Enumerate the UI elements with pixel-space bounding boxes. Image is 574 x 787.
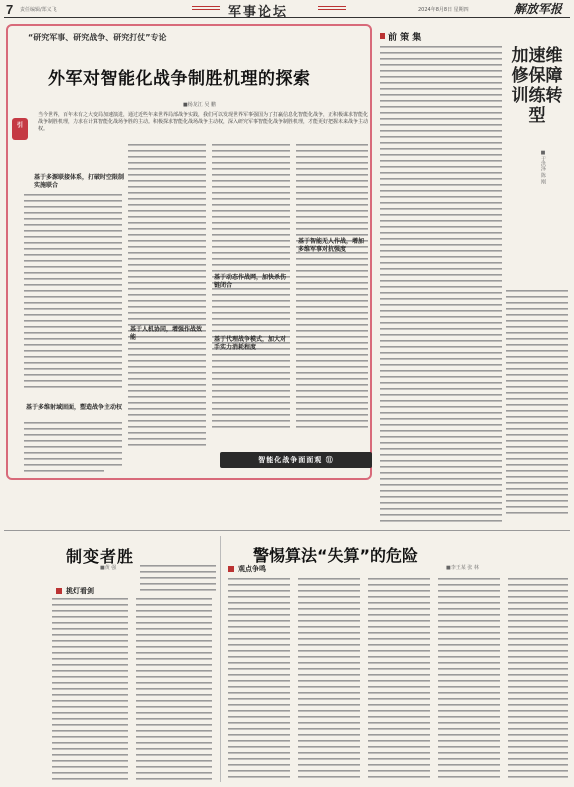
body-text-lines xyxy=(128,144,206,472)
body-column-2 xyxy=(128,144,206,472)
body-text-lines xyxy=(506,290,568,526)
subhead-6: 基于代理战争模式，加大对手实力消耗程度 xyxy=(214,336,287,351)
body-text-lines xyxy=(380,46,502,526)
body-column-1b xyxy=(24,422,122,476)
body-text-lines xyxy=(140,565,216,595)
right-body-2 xyxy=(506,290,568,526)
ornament-left xyxy=(192,6,220,10)
feature-article xyxy=(6,24,372,480)
feature-byline: ■杨龙江 吴 鹏 xyxy=(183,102,216,108)
page-label: 责任编辑/郑义飞 xyxy=(20,7,57,13)
subhead-2: 基于多维射域固面，塑造战争主动权 xyxy=(26,404,123,411)
right-section-label: 前 策 集 xyxy=(388,33,422,43)
lead-paragraph: 当今世界，百年未有之大变局加速演进，通过近些年来世界局部战争实践，我们可以发现世界军事强国为了打赢信息化智能化战争，正积极谋求智能化战争制胜机理，力求在计算智能化战场争胜的主动。积极探求智能化战场战争主动权，深入研究军事智能化战争制胜机理，才能更好把握未来战争主动权。 xyxy=(38,112,369,132)
column-separator xyxy=(220,536,221,782)
bottom-left-body xyxy=(52,598,212,783)
feature-headline: 外军对智能化战争制胜机理的探索 xyxy=(48,69,311,89)
section-divider xyxy=(4,530,570,531)
bottom-right-label: 观点争鸣 xyxy=(238,565,266,573)
label-marker-icon xyxy=(56,588,62,594)
section-marker-icon xyxy=(380,33,385,39)
newspaper-logo: 解放军报 xyxy=(514,2,563,16)
bottom-left-body-top xyxy=(140,565,216,595)
body-text-lines xyxy=(24,422,122,476)
page-number: 7 xyxy=(6,2,14,17)
bottom-right-author: ■李王某 张 林 xyxy=(446,565,479,571)
subhead-5: 基于智能无人作战，增加多维军事对抗强度 xyxy=(298,238,365,253)
series-banner: 智能化战争面面观 ⑪ xyxy=(220,452,372,468)
page-header xyxy=(0,0,574,20)
body-text-lines xyxy=(296,144,368,444)
subhead-3: 基于人机协同，增强作战效能 xyxy=(130,326,203,341)
right-body xyxy=(380,46,502,526)
kicker-text: “研究军事、研究战争、研究打仗”专论 xyxy=(28,33,167,42)
body-text-lines xyxy=(212,144,290,444)
bottom-left-title: 制变者胜 xyxy=(66,547,135,566)
bottom-left-label: 挑灯看剑 xyxy=(66,587,94,595)
issue-date: 2024年8月8日 星期四 xyxy=(418,7,469,13)
subhead-1: 基于多源联接体系，打破时空限制实施联合 xyxy=(34,174,125,189)
body-column-4 xyxy=(296,144,368,444)
body-text-lines xyxy=(24,194,122,394)
lead-mark: 引 xyxy=(12,118,28,140)
body-column-3 xyxy=(212,144,290,444)
body-text-lines xyxy=(52,598,212,783)
ornament-right xyxy=(318,6,346,10)
body-column-1 xyxy=(24,194,122,394)
kicker xyxy=(28,32,167,44)
bottom-right-body xyxy=(228,578,568,783)
section-title: 军事论坛 xyxy=(228,5,289,20)
bottom-left-author: ■黄 强 xyxy=(100,565,117,571)
subhead-4: 基于动态作战网，加快杀伤链闭合 xyxy=(214,274,287,289)
bottom-right-title: 警惕算法“失算”的危险 xyxy=(253,546,419,565)
right-vertical-title: 加速维修保障训练转型 xyxy=(511,46,563,126)
body-text-lines xyxy=(228,578,568,783)
right-byline: ■于洪泽 陈 刚 xyxy=(540,150,546,185)
label-marker-icon xyxy=(228,566,234,572)
header-rule xyxy=(4,17,570,18)
